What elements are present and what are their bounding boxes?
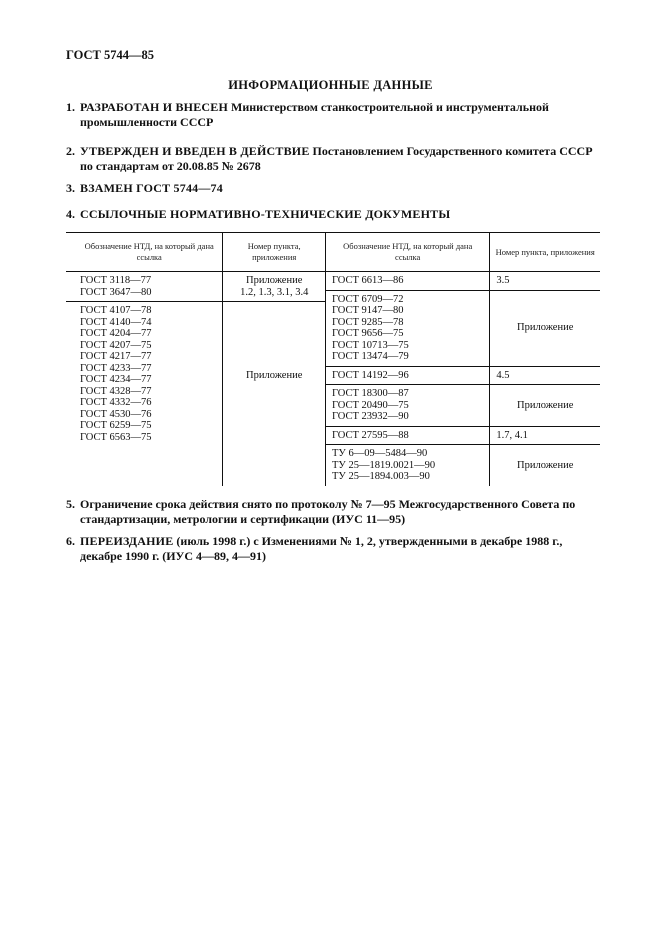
doc-designation: ТУ 6—09—5484—90: [331, 448, 428, 459]
item-text: Постановлением Государственного комитета СССР по стандартам от 20.08.85 № 2678: [80, 144, 593, 173]
item-2: [66, 144, 602, 174]
doc-cell: [66, 302, 223, 486]
ref-value: 1.2, 1.3, 3.1, 3.4: [240, 286, 309, 298]
doc-designation: ГОСТ 10713—75: [331, 339, 409, 351]
column-header: Обозначение НТД, на который дана ссылка: [325, 233, 489, 272]
doc-designation: ГОСТ 4233—77: [80, 362, 152, 374]
doc-designation: ГОСТ 23932—90: [331, 411, 409, 422]
doc-designation: ГОСТ 4207—75: [80, 339, 152, 351]
ref-cell: [490, 426, 600, 445]
item-lead: ВЗАМЕН ГОСТ 5744—74: [80, 181, 223, 195]
item-4: [66, 207, 602, 222]
item-number: 5.: [66, 497, 75, 511]
ref-value: Приложение: [517, 322, 574, 334]
item-lead: ССЫЛОЧНЫЕ НОРМАТИВНО-ТЕХНИЧЕСКИЕ ДОКУМЕНТЫ: [80, 207, 451, 221]
ref-cell: [490, 366, 600, 385]
doc-designation: ГОСТ 14192—96: [331, 369, 409, 381]
item-lead: ПЕРЕИЗДАНИЕ: [80, 534, 174, 548]
item-lead: РАЗРАБОТАН И ВНЕСЕН: [80, 100, 229, 114]
ref-value: 3.5: [496, 275, 510, 286]
doc-designation: ГОСТ 4332—76: [80, 397, 152, 408]
doc-designation: ГОСТ 4217—77: [80, 351, 152, 362]
document-code: ГОСТ 5744—85: [66, 48, 155, 62]
doc-designation: ГОСТ 13474—79: [331, 351, 409, 362]
doc-designation: ГОСТ 4530—76: [80, 408, 152, 420]
ref-value: Приложение: [246, 275, 303, 286]
doc-cell: [325, 290, 489, 366]
doc-cell: [325, 426, 489, 445]
item-lead: УТВЕРЖДЕН И ВВЕДЕН В ДЕЙСТВИЕ: [80, 144, 310, 158]
doc-designation: ГОСТ 9656—75: [331, 328, 404, 339]
doc-designation: ГОСТ 3118—77: [80, 275, 152, 286]
doc-cell: [325, 385, 489, 427]
doc-cell: [325, 272, 489, 291]
column-header: Обозначение НТД, на который дана ссылка: [66, 233, 223, 272]
ref-cell: [490, 385, 600, 427]
doc-designation: ГОСТ 6259—75: [80, 420, 152, 431]
ref-value: Приложение: [246, 370, 303, 381]
doc-designation: ГОСТ 18300—87: [331, 388, 409, 399]
doc-designation: ГОСТ 20490—75: [331, 399, 409, 411]
ref-value: 4.5: [496, 369, 510, 381]
ref-value: Приложение: [517, 459, 574, 471]
item-number: 4.: [66, 207, 75, 221]
ref-value: Приложение: [517, 399, 574, 411]
ref-cell: [223, 302, 326, 486]
item-text: (июль 1998 г.) с Изменениями № 1, 2, утвержденными в декабре 1988 г., декабре 1990 г. (ИУС 4—89, 4—91): [80, 534, 563, 563]
doc-designation: ТУ 25—1894.003—90: [331, 471, 430, 482]
item-number: 3.: [66, 181, 75, 195]
ref-cell: [223, 272, 326, 302]
doc-designation: ТУ 25—1819.0021—90: [331, 459, 436, 471]
doc-designation: ГОСТ 4140—74: [80, 316, 152, 328]
ref-cell: [490, 290, 600, 366]
item-number: 1.: [66, 100, 75, 114]
doc-cell: [325, 445, 489, 486]
item-5: [66, 497, 602, 527]
doc-cell: [66, 272, 223, 302]
doc-designation: ГОСТ 4204—77: [80, 328, 152, 339]
column-header: Номер пункта, приложения: [490, 233, 600, 272]
item-number: 2.: [66, 144, 75, 158]
doc-designation: ГОСТ 4328—77: [80, 385, 152, 397]
doc-cell: [325, 366, 489, 385]
item-3: [66, 181, 602, 196]
item-text: Ограничение срока действия снято по протоколу № 7—95 Межгосударственного Совета по стандартизации, метрологии и сертификации (ИУС 11—95): [80, 497, 576, 526]
item-text: Министерством станкостроительной и инструментальной промышленности СССР: [80, 100, 549, 129]
references-table: [66, 232, 600, 486]
ref-cell: [490, 272, 600, 291]
page-title: ИНФОРМАЦИОННЫЕ ДАННЫЕ: [228, 78, 433, 92]
ref-value: 1.7, 4.1: [496, 429, 528, 441]
item-6: [66, 534, 602, 564]
doc-designation: ГОСТ 6709—72: [331, 293, 404, 305]
doc-designation: ГОСТ 9285—78: [331, 316, 404, 328]
ref-cell: [490, 445, 600, 486]
doc-designation: ГОСТ 6613—86: [331, 275, 404, 286]
item-number: 6.: [66, 534, 75, 548]
doc-designation: ГОСТ 27595—88: [331, 429, 409, 441]
doc-designation: ГОСТ 3647—80: [80, 286, 152, 298]
doc-designation: ГОСТ 4234—77: [80, 374, 152, 385]
item-1: [66, 100, 602, 130]
column-header: Номер пункта, приложения: [223, 233, 326, 272]
doc-designation: ГОСТ 9147—80: [331, 305, 404, 316]
doc-designation: ГОСТ 6563—75: [80, 431, 152, 443]
doc-designation: ГОСТ 4107—78: [80, 305, 152, 316]
